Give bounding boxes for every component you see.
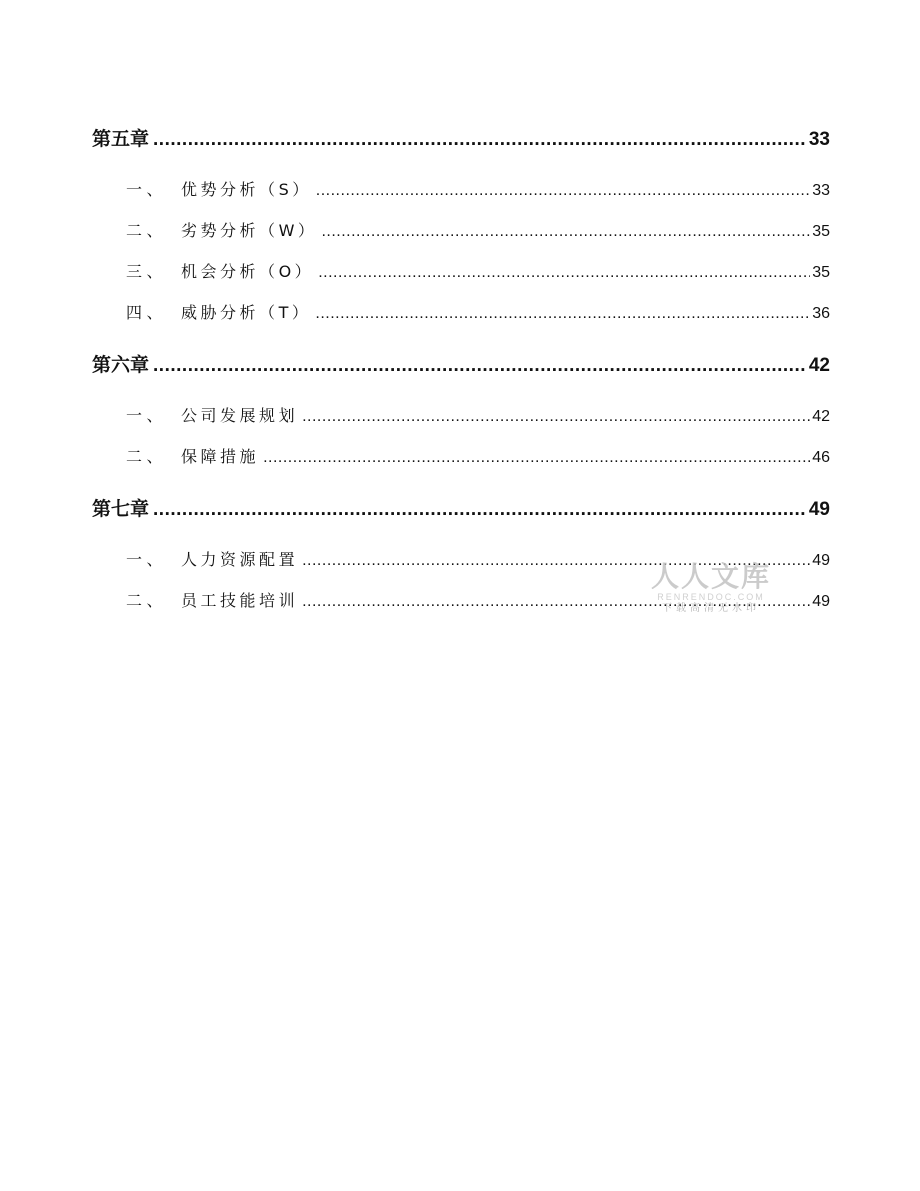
dot-leader [316, 182, 810, 200]
dot-leader [153, 355, 807, 377]
toc-section-5-1[interactable] [126, 177, 830, 200]
section-title: 人力资源配置 [180, 550, 299, 569]
toc-section-5-4[interactable] [126, 300, 830, 323]
dot-leader [302, 552, 810, 570]
toc-chapter-5[interactable] [92, 124, 830, 151]
dot-leader [302, 593, 810, 611]
page-number: 49 [812, 593, 830, 610]
chapter-title: 第五章 [92, 128, 150, 150]
section-number: 二、 [126, 591, 167, 610]
dot-leader [263, 449, 810, 467]
section-title: 威胁分析（T） [180, 303, 312, 322]
dot-leader [318, 264, 810, 282]
section-number: 四、 [126, 303, 167, 322]
watermark-title: 人人文库 [650, 560, 771, 593]
section-title: 保障措施 [180, 447, 260, 466]
toc-section-6-2[interactable] [126, 444, 830, 467]
dot-leader [302, 408, 810, 426]
dot-leader [153, 499, 807, 521]
section-number: 一、 [126, 550, 167, 569]
section-title: 公司发展规划 [180, 406, 299, 425]
chapter-title: 第七章 [92, 498, 150, 520]
page-number: 49 [808, 499, 830, 520]
toc-chapter-7[interactable] [92, 494, 830, 521]
page-number: 35 [812, 264, 830, 281]
dot-leader [321, 223, 810, 241]
watermark-url: RENRENDOC.COM [657, 592, 765, 602]
dot-leader [153, 129, 807, 151]
chapter-title: 第六章 [92, 354, 150, 376]
section-number: 二、 [126, 447, 167, 466]
section-title: 优势分析（S） [180, 180, 312, 199]
toc-section-5-3[interactable] [126, 259, 830, 282]
page-number: 42 [808, 355, 830, 376]
toc-chapter-6[interactable] [92, 350, 830, 377]
page-number: 36 [812, 305, 830, 322]
page-number: 49 [812, 552, 830, 569]
toc-section-5-2[interactable] [126, 218, 830, 241]
section-number: 三、 [126, 262, 167, 281]
section-title: 员工技能培训 [180, 591, 299, 610]
watermark-subtitle: 下载高清无水印 [662, 603, 760, 614]
page-number: 42 [812, 408, 830, 425]
section-number: 一、 [126, 180, 167, 199]
toc-section-7-1[interactable] [126, 547, 830, 570]
toc-section-7-2[interactable] [126, 588, 830, 611]
toc-section-6-1[interactable] [126, 403, 830, 426]
section-title: 机会分析（O） [180, 262, 315, 281]
section-title: 劣势分析（W） [180, 221, 318, 240]
page-number: 33 [808, 129, 830, 150]
page-number: 46 [812, 449, 830, 466]
page-number: 35 [812, 223, 830, 240]
section-number: 二、 [126, 221, 167, 240]
page-number: 33 [812, 182, 830, 199]
dot-leader [315, 305, 810, 323]
section-number: 一、 [126, 406, 167, 425]
